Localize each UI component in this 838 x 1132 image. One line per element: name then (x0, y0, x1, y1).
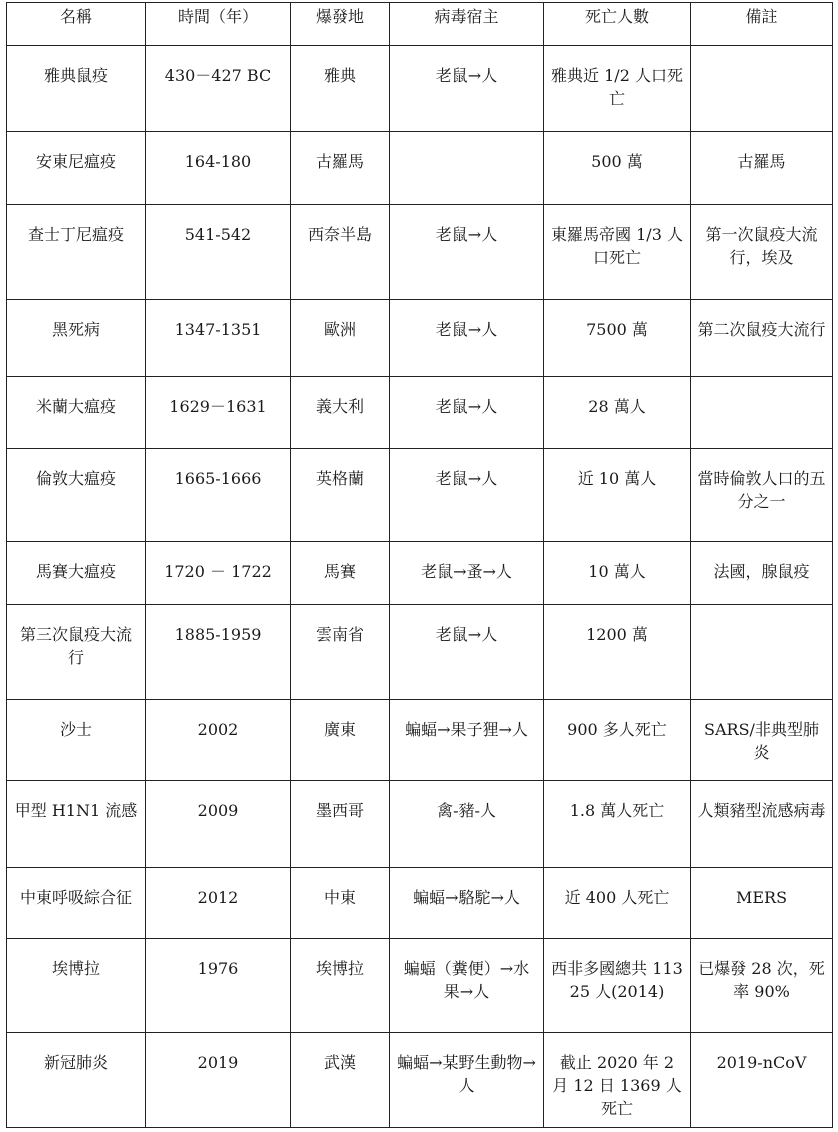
cell-deaths: 900 多人死亡 (544, 700, 691, 781)
cell-deaths: 西非多國總共 11325 人(2014) (544, 939, 691, 1033)
cell-notes (691, 377, 833, 449)
header-notes: 備註 (691, 3, 833, 46)
header-name: 名稱 (7, 3, 146, 46)
header-host: 病毒宿主 (390, 3, 544, 46)
cell-deaths: 1.8 萬人死亡 (544, 781, 691, 868)
cell-name: 安東尼瘟疫 (7, 132, 146, 205)
cell-notes: 已爆發 28 次，死率 90% (691, 939, 833, 1033)
table-row (7, 700, 833, 781)
cell-name: 沙士 (7, 700, 146, 781)
cell-time: 1720 － 1722 (146, 542, 291, 605)
cell-host: 蝙蝠（糞便）→水果→人 (390, 939, 544, 1033)
cell-deaths: 近 400 人死亡 (544, 868, 691, 939)
cell-location: 馬賽 (291, 542, 390, 605)
cell-time: 2019 (146, 1033, 291, 1128)
table-row (7, 1033, 833, 1128)
cell-time: 1885-1959 (146, 605, 291, 700)
table-row (7, 132, 833, 205)
cell-deaths: 500 萬 (544, 132, 691, 205)
cell-time: 430－427 BC (146, 46, 291, 132)
cell-notes: SARS/非典型肺炎 (691, 700, 833, 781)
cell-deaths: 截止 2020 年 2 月 12 日 1369 人死亡 (544, 1033, 691, 1128)
table-row (7, 46, 833, 132)
table-row (7, 205, 833, 300)
cell-deaths: 28 萬人 (544, 377, 691, 449)
cell-host: 老鼠→人 (390, 46, 544, 132)
table-row (7, 377, 833, 449)
cell-location: 古羅馬 (291, 132, 390, 205)
cell-deaths: 1200 萬 (544, 605, 691, 700)
cell-name: 第三次鼠疫大流行 (7, 605, 146, 700)
cell-location: 武漢 (291, 1033, 390, 1128)
cell-time: 1976 (146, 939, 291, 1033)
cell-deaths: 東羅馬帝國 1/3 人口死亡 (544, 205, 691, 300)
cell-name: 倫敦大瘟疫 (7, 449, 146, 542)
header-row (7, 3, 833, 46)
cell-location: 雲南省 (291, 605, 390, 700)
cell-location: 中東 (291, 868, 390, 939)
table-row (7, 605, 833, 700)
cell-location: 西奈半島 (291, 205, 390, 300)
cell-host: 蝙蝠→果子狸→人 (390, 700, 544, 781)
cell-time: 2009 (146, 781, 291, 868)
cell-location: 英格蘭 (291, 449, 390, 542)
cell-host: 老鼠→人 (390, 449, 544, 542)
cell-host: 蝙蝠→某野生動物→人 (390, 1033, 544, 1128)
cell-notes: 2019-nCoV (691, 1033, 833, 1128)
table-row (7, 781, 833, 868)
table-row (7, 868, 833, 939)
cell-notes: MERS (691, 868, 833, 939)
cell-name: 雅典鼠疫 (7, 46, 146, 132)
cell-host: 禽-豬-人 (390, 781, 544, 868)
cell-notes: 人類豬型流感病毒 (691, 781, 833, 868)
table-row (7, 449, 833, 542)
cell-name: 馬賽大瘟疫 (7, 542, 146, 605)
cell-host: 老鼠→蚤→人 (390, 542, 544, 605)
epidemics-table (6, 2, 833, 1128)
cell-time: 1629－1631 (146, 377, 291, 449)
cell-deaths: 10 萬人 (544, 542, 691, 605)
cell-notes (691, 605, 833, 700)
cell-time: 1665-1666 (146, 449, 291, 542)
cell-time: 2002 (146, 700, 291, 781)
cell-name: 新冠肺炎 (7, 1033, 146, 1128)
table-row (7, 300, 833, 377)
cell-notes: 第二次鼠疫大流行 (691, 300, 833, 377)
cell-name: 甲型 H1N1 流感 (7, 781, 146, 868)
cell-time: 541-542 (146, 205, 291, 300)
cell-name: 查士丁尼瘟疫 (7, 205, 146, 300)
table-row (7, 939, 833, 1033)
cell-deaths: 雅典近 1/2 人口死亡 (544, 46, 691, 132)
cell-location: 墨西哥 (291, 781, 390, 868)
cell-name: 埃博拉 (7, 939, 146, 1033)
cell-time: 164-180 (146, 132, 291, 205)
cell-host: 老鼠→人 (390, 300, 544, 377)
cell-notes: 古羅馬 (691, 132, 833, 205)
cell-deaths: 7500 萬 (544, 300, 691, 377)
table-row (7, 542, 833, 605)
cell-host: 老鼠→人 (390, 205, 544, 300)
cell-notes (691, 46, 833, 132)
cell-notes: 法國，腺鼠疫 (691, 542, 833, 605)
cell-name: 黑死病 (7, 300, 146, 377)
cell-location: 義大利 (291, 377, 390, 449)
cell-deaths: 近 10 萬人 (544, 449, 691, 542)
cell-location: 埃博拉 (291, 939, 390, 1033)
cell-time: 1347-1351 (146, 300, 291, 377)
header-time: 時間（年） (146, 3, 291, 46)
cell-host: 老鼠→人 (390, 377, 544, 449)
cell-host: 老鼠→人 (390, 605, 544, 700)
cell-name: 米蘭大瘟疫 (7, 377, 146, 449)
cell-host (390, 132, 544, 205)
cell-notes: 第一次鼠疫大流行，埃及 (691, 205, 833, 300)
header-deaths: 死亡人數 (544, 3, 691, 46)
cell-notes: 當時倫敦人口的五分之一 (691, 449, 833, 542)
cell-time: 2012 (146, 868, 291, 939)
cell-location: 雅典 (291, 46, 390, 132)
header-location: 爆發地 (291, 3, 390, 46)
cell-host: 蝙蝠→駱駝→人 (390, 868, 544, 939)
cell-location: 歐洲 (291, 300, 390, 377)
cell-location: 廣東 (291, 700, 390, 781)
cell-name: 中東呼吸綜合征 (7, 868, 146, 939)
